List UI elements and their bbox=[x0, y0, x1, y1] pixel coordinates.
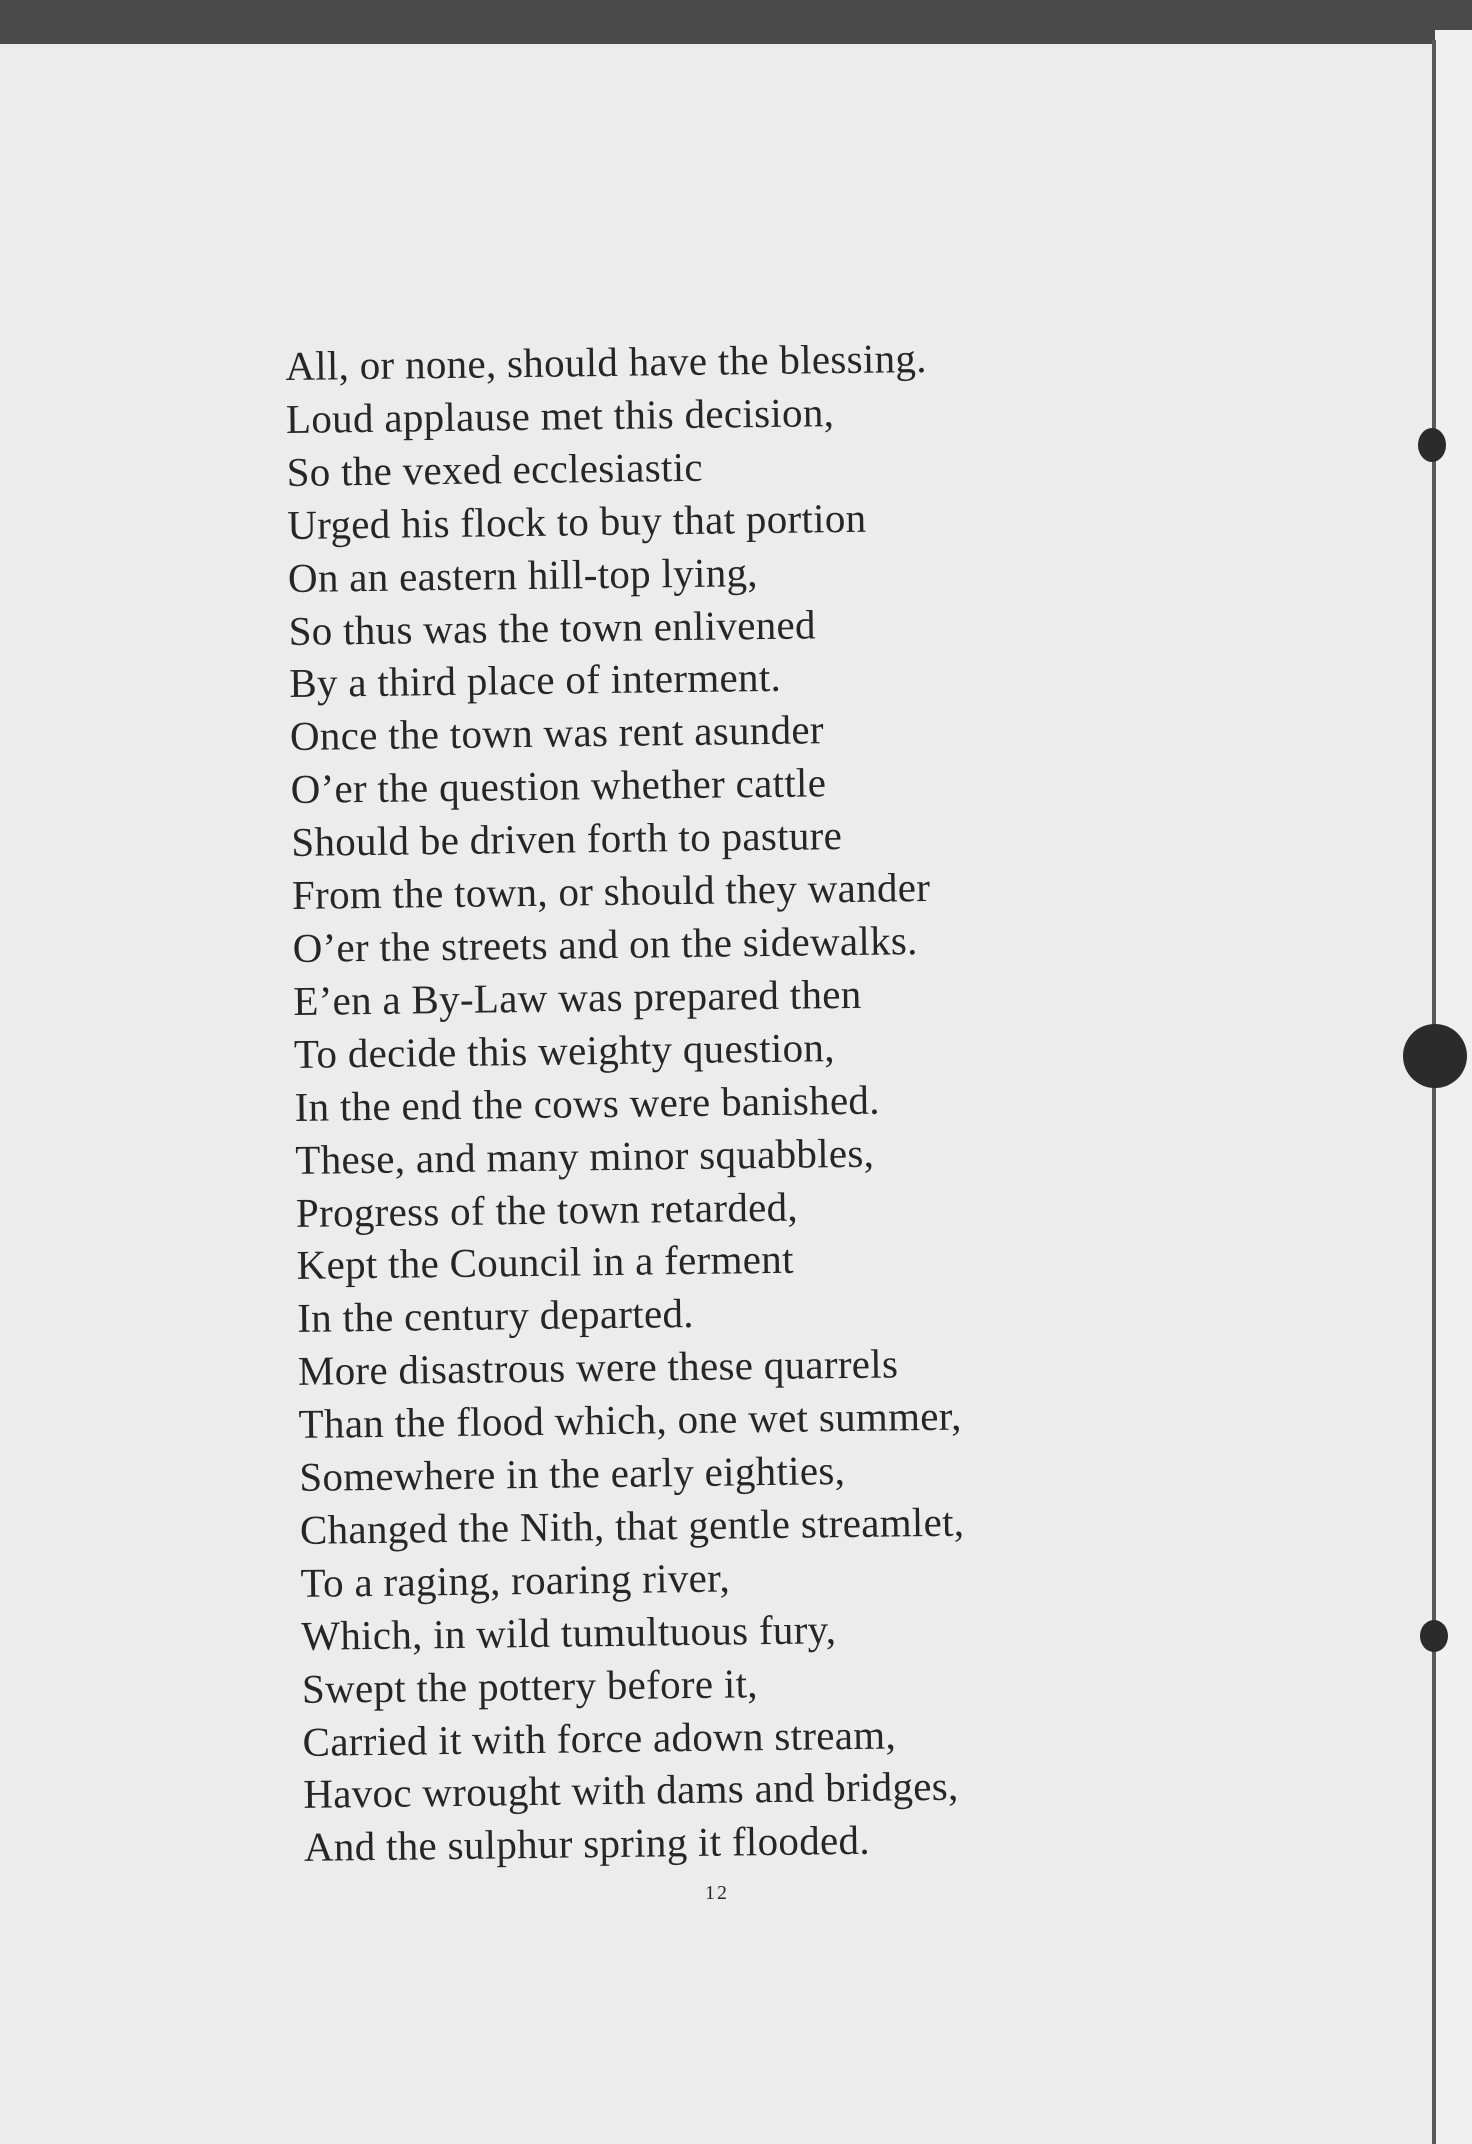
binding-hole bbox=[1420, 1620, 1448, 1652]
poem-line: Swept the pottery before it, bbox=[301, 1659, 759, 1712]
poem-line: Urged his flock to buy that portion bbox=[287, 494, 867, 548]
poem-line: O’er the streets and on the sidewalks. bbox=[292, 917, 918, 971]
poem-line: On an eastern hill-top lying, bbox=[287, 548, 759, 601]
poem-line: Kept the Council in a ferment bbox=[296, 1236, 795, 1289]
poem-line: In the century departed. bbox=[297, 1290, 695, 1342]
poem-line: These, and many minor squabbles, bbox=[295, 1129, 875, 1183]
poem-line: More disastrous were these quarrels bbox=[297, 1340, 899, 1395]
poem-line: Which, in wild tumultuous fury, bbox=[300, 1605, 837, 1659]
poem-line: Once the town was rent asunder bbox=[289, 706, 825, 760]
poem-line: E’en a By-Law was prepared then bbox=[293, 970, 862, 1024]
poem-line: O’er the question whether cattle bbox=[290, 759, 827, 813]
poem-line: So the vexed ecclesiastic bbox=[286, 443, 704, 495]
poem-line: From the town, or should they wander bbox=[291, 864, 931, 919]
poem-line: To decide this weighty question, bbox=[293, 1023, 835, 1077]
poem-line: Should be driven forth to pasture bbox=[291, 812, 843, 866]
poem-line: Carried it with force adown stream, bbox=[302, 1710, 897, 1765]
poem-line: Havoc wrought with dams and bridges, bbox=[302, 1763, 959, 1818]
poem-line: Progress of the town retarded, bbox=[295, 1183, 799, 1236]
binding-hole bbox=[1418, 428, 1446, 462]
poem-line: In the end the cows were banished. bbox=[294, 1076, 881, 1130]
poem-line: Than the flood which, one wet summer, bbox=[298, 1392, 962, 1448]
poem-line: Somewhere in the early eighties, bbox=[298, 1447, 846, 1500]
poem-line: Changed the Nith, that gentle streamlet, bbox=[299, 1498, 965, 1553]
poem-line: Loud applause met this decision, bbox=[285, 389, 835, 442]
page-number: 12 bbox=[705, 1882, 729, 1904]
poem-line: By a third place of interment. bbox=[289, 654, 782, 707]
poem-line: So thus was the town enlivened bbox=[288, 600, 817, 654]
poem-line: And the sulphur spring it flooded. bbox=[303, 1817, 871, 1871]
poem-text bbox=[285, 327, 1304, 1874]
poem-line: All, or none, should have the blessing. bbox=[285, 334, 927, 389]
poem-line: To a raging, roaring river, bbox=[300, 1554, 731, 1606]
binding-hole bbox=[1403, 1024, 1467, 1088]
binding-edge bbox=[1432, 40, 1436, 2144]
